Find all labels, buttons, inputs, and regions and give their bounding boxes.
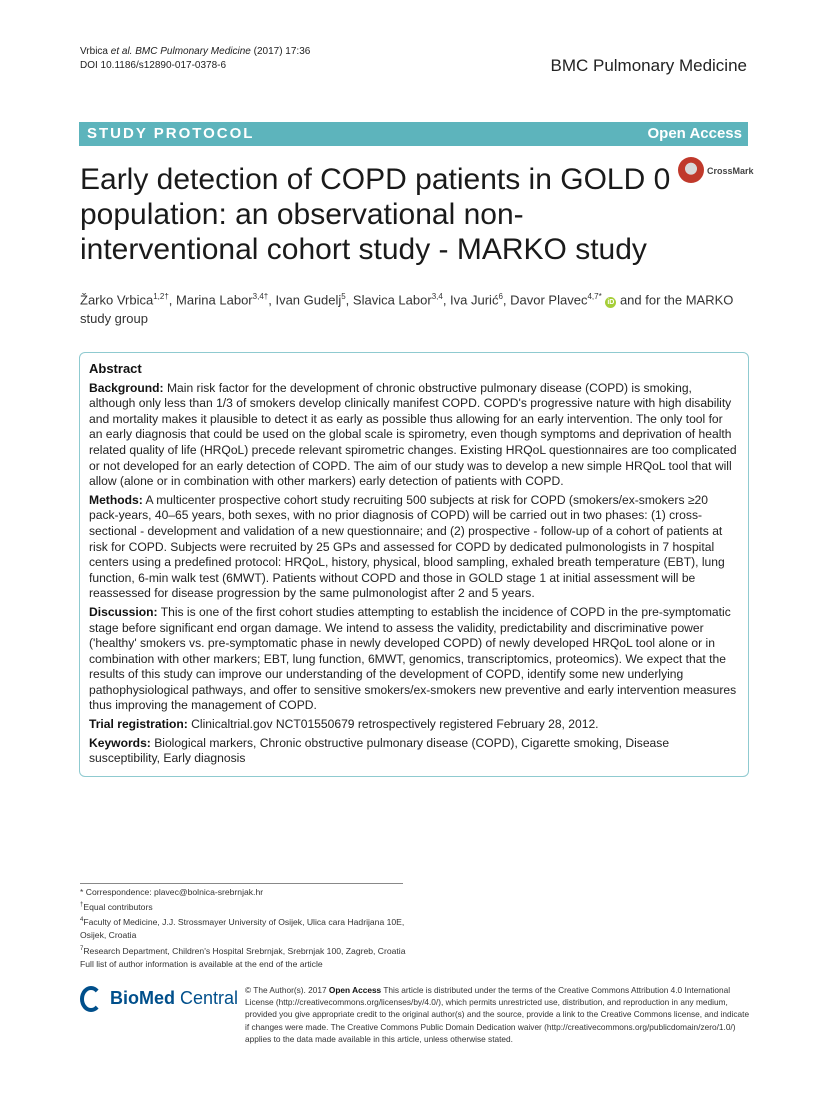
article-title: Early detection of COPD patients in GOLD 0 population: an observational non-interventional cohort study - MARKO study bbox=[80, 163, 671, 266]
crossmark-button[interactable] bbox=[678, 157, 754, 187]
author-affiliation: 4,7* bbox=[587, 292, 602, 301]
author-name[interactable]: Slavica Labor bbox=[352, 292, 432, 308]
open-access-label: Open Access bbox=[647, 125, 742, 142]
section-label: Methods: bbox=[89, 492, 143, 507]
abstract-trial-registration bbox=[89, 717, 739, 733]
author-info-note: Full list of author information is available at the end of the article bbox=[80, 958, 323, 969]
footnote-divider bbox=[80, 883, 403, 884]
section-text: Main risk factor for the development of chronic obstructive pulmonary disease (COPD) is smoking, although only less than 1/3 of smokers develop clinically manifest COPD. COPD's progressive nature with high disability and mortality makes it plausible to detect it as early as possible thus allowing for an early intervention. The only tool for an early diagnosis that could be used on the global scale is spirometry, even though symptoms and deprivation of health related quality of life (HRQoL) precede relevant spirometric changes. Existing HRQoL questionnaires are too complicated or not developed for an early detection of COPD. The aim of our study was to develop a new simple HRQoL tool that will allow (alone or in combination with other markers) early detection of patients with COPD. bbox=[89, 380, 737, 489]
affiliation-7: $^7$Research Department, Children's Hospital Srebrnjak, Srebrnjak 100, Zagreb, Croatia bbox=[80, 945, 406, 956]
footnote-mark: 7 bbox=[80, 945, 84, 952]
author-name[interactable]: Žarko Vrbica bbox=[80, 292, 154, 308]
abstract-discussion bbox=[89, 605, 739, 714]
abstract-background bbox=[89, 381, 739, 490]
crossmark-icon bbox=[678, 157, 704, 183]
author-name[interactable]: Marina Labor bbox=[176, 292, 253, 308]
section-text: This is one of the first cohort studies attempting to establish the incidence of COPD in the pre-symptomatic stage before significant end organ damage. We intend to assess the validity, predictability and discriminative power ('healthy' smokers vs. pre-symptomatic phase in newly developed COPD) of newly developed HRQoL tool alone or in combination with other markers; EBT, lung function, 6MWT, genomics, transcriptomics, proteomics). We expect that the results of this study can improve our understanding of the development of COPD, identify some new underlying pathophysiological pathways, and offer to sensitive smokers/ex-smokers new preventive and early intervention measures thus improving the management of COPD. bbox=[89, 604, 737, 713]
author-affiliation: 1,2† bbox=[153, 292, 169, 301]
abstract-keywords bbox=[89, 736, 739, 767]
doi[interactable]: DOI 10.1186/s12890-017-0378-6 bbox=[80, 60, 227, 71]
author-affiliation: 6 bbox=[498, 292, 503, 301]
section-text: Clinicaltrial.gov NCT01550679 retrospectively registered February 28, 2012. bbox=[191, 717, 599, 732]
abstract-heading: Abstract bbox=[89, 361, 142, 376]
author-name[interactable]: Iva Jurić bbox=[450, 292, 499, 308]
author-affiliation: 3,4 bbox=[431, 292, 443, 301]
section-label: Background: bbox=[89, 380, 164, 395]
author-name[interactable]: Davor Plavec bbox=[510, 292, 588, 308]
section-label: Discussion: bbox=[89, 604, 158, 619]
logo-bio: BioMed bbox=[110, 988, 175, 1008]
equal-contributors: †Equal contributors bbox=[80, 902, 153, 913]
correspondence: * Correspondence: plavec@bolnica-srebrnjak.hr bbox=[80, 887, 264, 897]
citation-authors: Vrbica bbox=[80, 46, 108, 57]
section-label: Keywords: bbox=[89, 735, 151, 750]
license-open-access: Open Access bbox=[328, 985, 382, 995]
article-type: STUDY PROTOCOL bbox=[87, 125, 255, 142]
citation-header bbox=[80, 45, 310, 73]
footnote-mark: † bbox=[80, 902, 84, 909]
author-affiliation: 5 bbox=[341, 292, 346, 301]
author-affiliation: 3,4† bbox=[252, 292, 269, 301]
section-text: A multicenter prospective cohort study recruiting 500 subjects at risk for COPD (smokers/ex-smokers ≥20 pack-years, 40–65 years, both sexes, with no prior diagnosis of COPD) will be carried out in two phases: (1) cross-sectional - development and validation of a new questionnaire; and (2) prospective - follow-up of a cohort of patients at risk for COPD. Subjects were recruited by 25 GPs and assessed for COPD by dedicated pulmonologists in 7 hospital centers using a predefined protocol: HRQoL, history, physical, blood sampling, exhaled breath temperature (EBT), lung function, 6-min walk test (6MWT). Patients without COPD and those in GOLD stage 1 at initial assessment will be reassessed for disease progression by the same pulmonologist after 2 and 5 years. bbox=[89, 492, 725, 601]
license-statement: © The Author(s). 2017 Open Access This article is distributed under the terms of the Creative Commons Attribution 4.0 International License (http://creativecommons.org/licenses/by/4.0/), which permits unrestricted use, distribution, and reproduction in any medium, provided you give appropriate credit to the original author(s) and the source, provide a link to the Creative Commons license, and indicate if changes were made. The Creative Commons Public Domain Dedication waiver (http://creativecommons.org/publicdomain/zero/1.0/) applies to the data made available in this article, unless otherwise stated. bbox=[245, 985, 750, 1044]
author-name[interactable]: Ivan Gudelj bbox=[275, 292, 342, 308]
journal-name: BMC Pulmonary Medicine bbox=[550, 56, 747, 75]
footnote-mark: 4 bbox=[80, 917, 84, 924]
citation-etal: et al. bbox=[110, 46, 133, 57]
orcid-icon[interactable]: iD bbox=[607, 299, 615, 307]
abstract-box bbox=[79, 352, 749, 777]
author-list: Žarko Vrbica$^{1,2\dagger}$, Marina Labor$^{3,4\dagger}$, Ivan Gudelj$^5$, Slavica Labor$^{3,4}$, Iva Jurić$^6$, Davor Plavec$^{4,7*}$ iD and for the MARKO study group bbox=[80, 292, 734, 327]
author-list-tail: and for the MARKO study group bbox=[80, 292, 734, 327]
crossmark-label: CrossMark bbox=[707, 166, 754, 176]
article-type-banner bbox=[79, 122, 748, 146]
biomed-central-logo-icon bbox=[80, 986, 102, 1012]
citation-year-vol: (2017) 17:36 bbox=[253, 46, 311, 57]
citation-journal: BMC Pulmonary Medicine bbox=[135, 46, 251, 57]
section-text: Biological markers, Chronic obstructive pulmonary disease (COPD), Cigarette smoking, Disease susceptibility, Early diagnosis bbox=[89, 735, 670, 766]
section-label: Trial registration: bbox=[89, 717, 188, 732]
logo-central: Central bbox=[175, 988, 239, 1008]
affiliation-4: $^4$Faculty of Medicine, J.J. Strossmayer University of Osijek, Ulica cara Hadrijana 10E, Osijek, Croatia bbox=[80, 917, 405, 941]
abstract-methods bbox=[89, 493, 739, 602]
biomed-central-logo[interactable] bbox=[80, 986, 240, 1016]
footnotes bbox=[80, 886, 410, 971]
